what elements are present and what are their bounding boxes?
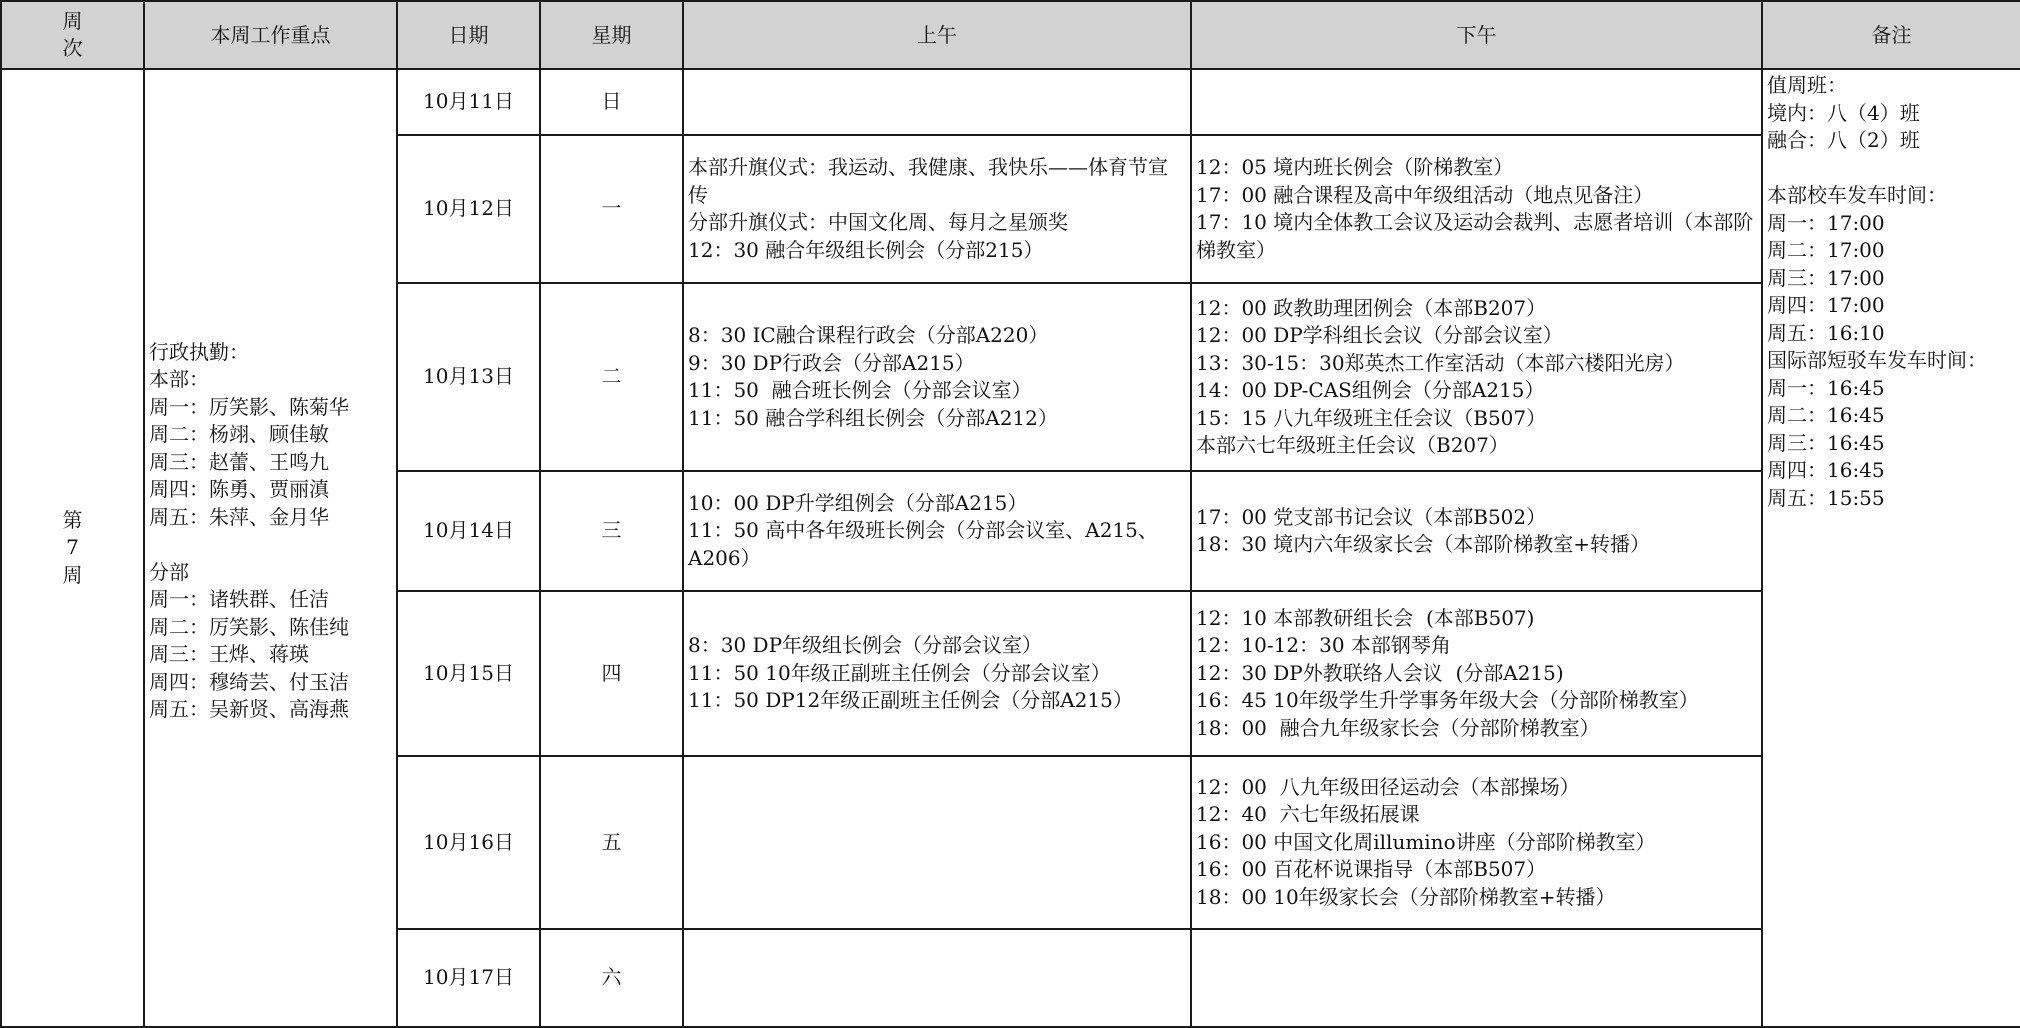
date-cell: 10月15日 <box>397 591 540 756</box>
spacer <box>149 531 392 559</box>
schedule-entry: 18：00 融合九年级家长会（分部阶梯教室） <box>1196 715 1600 740</box>
schedule-entry: 11：50 高中各年级班长例会（分部会议室、A215、A206） <box>688 518 1158 570</box>
schedule-entry: 8：30 DP年级组长例会（分部会议室） <box>688 633 1043 658</box>
roster-line: 周四：穆绮芸、付玉洁 <box>149 669 349 694</box>
week-number-cell <box>1 69 144 1027</box>
am-cell <box>683 69 1191 135</box>
am-cell <box>683 135 1191 283</box>
schedule-entry: 11：50 10年级正副班主任例会（分部会议室） <box>688 660 1111 685</box>
schedule-entry: 12：05 境内班长例会（阶梯教室） <box>1196 155 1514 179</box>
pm-cell <box>1191 471 1762 591</box>
date-cell: 10月17日 <box>397 929 540 1027</box>
note-line: 周五：15:55 <box>1767 485 1885 510</box>
roster-line: 周二：杨翊、顾佳敏 <box>149 422 329 446</box>
date-cell: 10月11日 <box>397 69 540 135</box>
note-line: 周一：16:45 <box>1767 375 1885 400</box>
roster-line: 分部 <box>149 559 189 584</box>
schedule-entry: 12：00 政教助理团例会（本部B207） <box>1196 295 1547 320</box>
schedule-entry: 18：00 10年级家长会（分部阶梯教室+转播） <box>1196 884 1616 909</box>
schedule-entry: 12：10-12：30 本部钢琴角 <box>1196 633 1451 658</box>
note-line: 国际部短驳车发车时间： <box>1767 348 1987 372</box>
roster-line: 周一：诸轶群、任洁 <box>149 587 329 611</box>
note-line: 本部校车发车时间： <box>1767 183 1947 207</box>
notes-list <box>1767 72 2020 512</box>
schedule-entry: 13：30-15：30郑英杰工作室活动（本部六楼阳光房） <box>1196 350 1685 375</box>
note-line: 周二：17:00 <box>1767 238 1885 262</box>
schedule-entry: 12：40 六七年级拓展课 <box>1196 802 1420 827</box>
schedule-entry: 16：00 百花杯说课指导（本部B507） <box>1196 857 1547 882</box>
weekday-cell: 六 <box>540 929 683 1027</box>
pm-cell <box>1191 929 1762 1027</box>
schedule-entry: 10：00 DP升学组例会（分部A215） <box>688 490 1028 515</box>
weekday-cell: 日 <box>540 69 683 135</box>
date-cell: 10月16日 <box>397 756 540 929</box>
pm-cell <box>1191 283 1762 471</box>
header-focus: 本周工作重点 <box>144 1 397 69</box>
schedule-entry: 16：00 中国文化周illumino讲座（分部阶梯教室） <box>1196 829 1656 854</box>
note-line: 周一：17:00 <box>1767 210 1885 235</box>
focus-cell <box>144 69 397 1027</box>
schedule-entry: 8：30 IC融合课程行政会（分部A220） <box>688 323 1049 347</box>
note-line: 境内：八（4）班 <box>1767 100 1920 125</box>
pm-cell <box>1191 135 1762 283</box>
roster-line: 周一：厉笑影、陈菊华 <box>149 394 349 419</box>
schedule-entry: 11：50 融合学科组长例会（分部A212） <box>688 405 1058 430</box>
note-line: 融合：八（2）班 <box>1767 128 1920 152</box>
schedule-entry: 9：30 DP行政会（分部A215） <box>688 350 975 375</box>
pm-cell <box>1191 591 1762 756</box>
schedule-entry: 12：00 DP学科组长会议（分部会议室） <box>1196 323 1563 347</box>
note-line: 周四：17:00 <box>1767 293 1885 317</box>
roster-line: 行政执勤： <box>149 339 249 364</box>
spacer <box>1767 155 2020 183</box>
weekday-cell: 五 <box>540 756 683 929</box>
am-cell <box>683 756 1191 929</box>
schedule-entry: 本部六七年级班主任会议（B207） <box>1196 433 1509 457</box>
am-cell <box>683 929 1191 1027</box>
pm-cell <box>1191 756 1762 929</box>
schedule-entry: 12：10 本部教研组长会 (本部B507) <box>1196 605 1535 630</box>
pm-cell <box>1191 69 1762 135</box>
weekday-cell: 一 <box>540 135 683 283</box>
roster-line: 周五：朱萍、金月华 <box>149 504 329 529</box>
schedule-entry: 18：30 境内六年级家长会（本部阶梯教室+转播） <box>1196 532 1651 556</box>
schedule-entry: 14：00 DP-CAS组例会（分部A215） <box>1196 378 1545 402</box>
table-row <box>1 69 2020 135</box>
header-notes: 备注 <box>1762 1 2020 69</box>
schedule-entry: 分部升旗仪式：中国文化周、每月之星颁奖 <box>688 210 1068 234</box>
schedule-entry: 17：00 融合课程及高中年级组活动（地点见备注） <box>1196 182 1654 207</box>
schedule-entry: 11：50 DP12年级正副班主任例会（分部A215） <box>688 688 1133 713</box>
header-weekday: 星期 <box>540 1 683 69</box>
note-line: 周二：16:45 <box>1767 403 1885 427</box>
note-line: 值周班： <box>1767 73 1847 97</box>
roster-line: 本部： <box>149 367 209 391</box>
weekday-cell: 二 <box>540 283 683 471</box>
note-line: 周三：17:00 <box>1767 265 1885 290</box>
note-line: 周三：16:45 <box>1767 430 1885 455</box>
am-cell <box>683 591 1191 756</box>
schedule-entry: 12：00 八九年级田径运动会（本部操场） <box>1196 774 1580 799</box>
header-row <box>1 1 2020 69</box>
roster-line: 周三：赵蕾、王鸣九 <box>149 449 329 474</box>
week-number: 第 7 周 <box>62 507 83 587</box>
schedule-entry: 17：10 境内全体教工会议及运动会裁判、志愿者培训（本部阶梯教室） <box>1196 210 1754 262</box>
schedule-entry: 11：50 融合班长例会（分部会议室） <box>688 378 1032 402</box>
am-cell <box>683 471 1191 591</box>
note-line: 周五：16:10 <box>1767 320 1885 345</box>
schedule-entry: 17：00 党支部书记会议（本部B502） <box>1196 504 1547 529</box>
schedule-entry: 12：30 DP外教联络人会议 (分部A215) <box>1196 660 1564 685</box>
roster-line: 周五：吴新贤、高海燕 <box>149 697 349 721</box>
date-cell: 10月13日 <box>397 283 540 471</box>
header-week: 周 次 <box>1 1 144 69</box>
schedule-entry: 15：15 八九年级班主任会议（B507） <box>1196 405 1547 430</box>
schedule-entry: 本部升旗仪式：我运动、我健康、我快乐——体育节宣传 <box>688 155 1168 207</box>
schedule-entry: 12：30 融合年级组长例会（分部215） <box>688 237 1044 262</box>
date-cell: 10月12日 <box>397 135 540 283</box>
note-line: 周四：16:45 <box>1767 458 1885 482</box>
roster-line: 周二：厉笑影、陈佳纯 <box>149 614 349 639</box>
duty-roster <box>149 339 392 724</box>
header-date: 日期 <box>397 1 540 69</box>
roster-line: 周四：陈勇、贾丽滇 <box>149 477 329 501</box>
roster-line: 周三：王烨、蒋瑛 <box>149 642 309 666</box>
notes-cell <box>1762 69 2020 1027</box>
weekday-cell: 四 <box>540 591 683 756</box>
weekday-cell: 三 <box>540 471 683 591</box>
header-pm: 下午 <box>1191 1 1762 69</box>
date-cell: 10月14日 <box>397 471 540 591</box>
am-cell <box>683 283 1191 471</box>
header-am: 上午 <box>683 1 1191 69</box>
schedule-entry: 16：45 10年级学生升学事务年级大会（分部阶梯教室） <box>1196 688 1699 713</box>
